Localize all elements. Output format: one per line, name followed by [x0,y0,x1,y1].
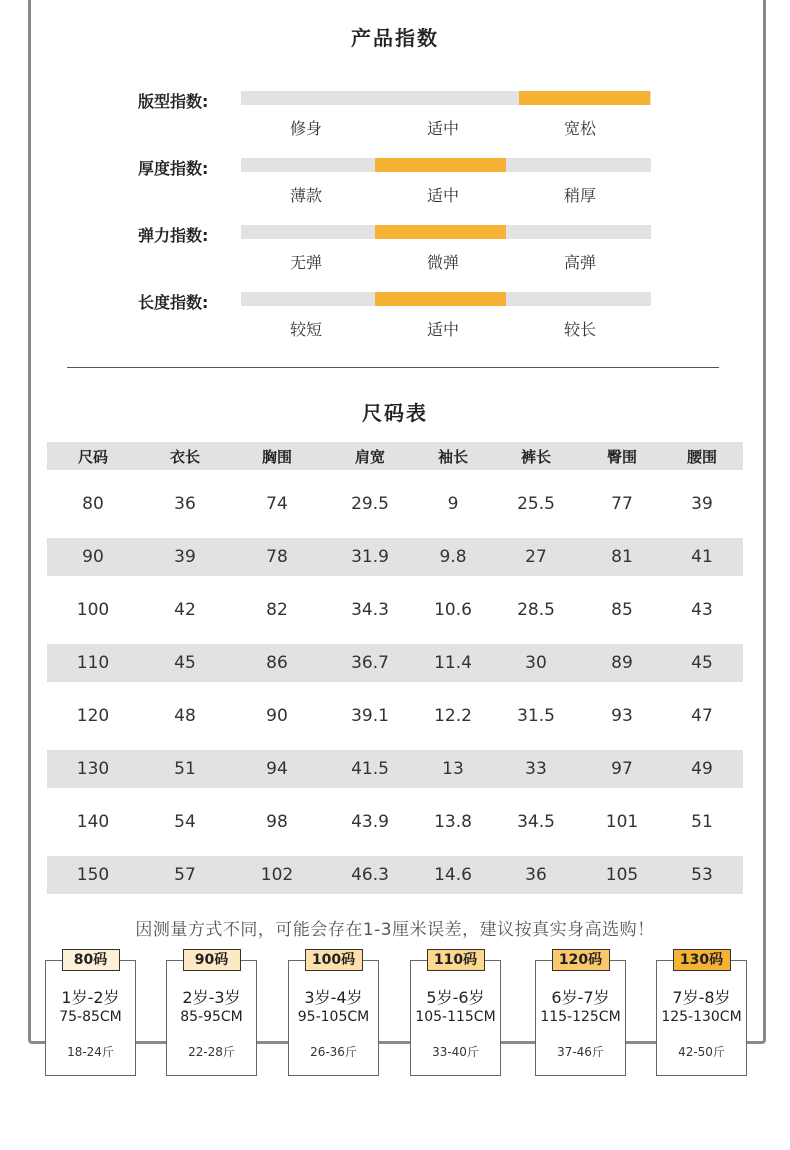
index-option: 适中 [426,186,459,205]
table-cell: 30 [489,644,583,682]
table-cell: 150 [47,856,139,894]
index-bar [241,91,651,105]
table-cell: 105 [583,856,661,894]
size-tag: 130码 [673,949,731,971]
table-cell: 82 [231,576,323,644]
table-cell: 13.8 [417,788,489,856]
index-label: 版型指数: [138,92,209,111]
size-card [656,952,747,1076]
size-tag: 80码 [62,949,120,971]
height-range: 95-105CM [297,1009,370,1025]
table-cell: 94 [231,750,323,788]
index-option: 修身 [289,119,322,138]
table-cell: 43.9 [323,788,417,856]
age-range: 3岁-4岁 [304,988,363,1007]
weight-range: 33-40斤 [432,1045,479,1059]
height-range: 115-125CM [540,1009,621,1025]
table-cell: 13 [417,750,489,788]
table-row [47,788,743,856]
table-cell: 81 [583,538,661,576]
table-cell: 33 [489,750,583,788]
index-indicator [375,225,506,239]
size-chart-title: 尺码表 [362,401,428,425]
table-cell: 31.5 [489,682,583,750]
table-cell: 28.5 [489,576,583,644]
table-cell: 100 [47,576,139,644]
column-header: 尺码 [47,442,139,470]
table-row [47,538,743,576]
weight-range: 26-36斤 [310,1045,357,1059]
index-row [0,156,790,216]
size-card [166,952,257,1076]
table-cell: 98 [231,788,323,856]
index-option: 微弹 [426,253,459,272]
index-bar [241,292,651,306]
index-row [0,89,790,149]
index-option: 稍厚 [563,186,596,205]
index-option: 适中 [426,320,459,339]
column-header: 臀围 [583,442,661,470]
table-cell: 10.6 [417,576,489,644]
height-range: 75-85CM [59,1009,122,1025]
table-cell: 42 [139,576,231,644]
column-header: 腰围 [661,442,743,470]
divider [67,367,719,368]
size-tag: 110码 [427,949,485,971]
age-range: 1岁-2岁 [61,988,120,1007]
table-cell: 34.3 [323,576,417,644]
table-cell: 48 [139,682,231,750]
index-option: 宽松 [563,119,596,138]
index-option: 薄款 [289,186,322,205]
size-table [47,442,743,894]
table-cell: 41.5 [323,750,417,788]
table-cell: 74 [231,470,323,538]
table-cell: 36.7 [323,644,417,682]
size-card [45,952,136,1076]
table-cell: 57 [139,856,231,894]
size-card [288,952,379,1076]
index-option: 较长 [563,320,596,339]
table-row [47,750,743,788]
table-cell: 25.5 [489,470,583,538]
age-range: 5岁-6岁 [426,988,485,1007]
weight-range: 22-28斤 [188,1045,235,1059]
index-option: 适中 [426,119,459,138]
size-card [410,952,501,1076]
table-row [47,856,743,894]
size-card [535,952,626,1076]
table-cell: 47 [661,682,743,750]
age-range: 6岁-7岁 [551,988,610,1007]
index-indicator [375,292,506,306]
column-header: 胸围 [231,442,323,470]
index-option: 无弹 [289,253,322,272]
measurement-note: 因测量方式不同，可能会存在1-3厘米误差，建议按真实身高选购！ [135,920,655,940]
table-cell: 89 [583,644,661,682]
index-indicator [375,158,506,172]
table-cell: 36 [489,856,583,894]
table-cell: 14.6 [417,856,489,894]
table-cell: 93 [583,682,661,750]
age-range: 7岁-8岁 [672,988,731,1007]
table-cell: 78 [231,538,323,576]
table-cell: 130 [47,750,139,788]
index-row [0,290,790,350]
table-cell: 46.3 [323,856,417,894]
table-cell: 12.2 [417,682,489,750]
table-cell: 85 [583,576,661,644]
table-cell: 97 [583,750,661,788]
table-cell: 86 [231,644,323,682]
table-cell: 9 [417,470,489,538]
index-label: 厚度指数: [138,159,209,178]
table-cell: 43 [661,576,743,644]
table-row [47,470,743,538]
size-tag: 120码 [552,949,610,971]
table-cell: 102 [231,856,323,894]
table-cell: 39.1 [323,682,417,750]
index-bar [241,225,651,239]
table-cell: 51 [661,788,743,856]
index-option: 较短 [289,320,322,339]
height-range: 105-115CM [415,1009,496,1025]
table-row [47,576,743,644]
table-cell: 41 [661,538,743,576]
column-header: 裤长 [489,442,583,470]
table-cell: 51 [139,750,231,788]
column-header: 衣长 [139,442,231,470]
table-cell: 11.4 [417,644,489,682]
age-range: 2岁-3岁 [182,988,241,1007]
index-indicator [519,91,650,105]
table-cell: 39 [661,470,743,538]
table-cell: 45 [661,644,743,682]
weight-range: 18-24斤 [67,1045,114,1059]
table-cell: 77 [583,470,661,538]
height-range: 125-130CM [661,1009,742,1025]
table-cell: 49 [661,750,743,788]
index-label: 长度指数: [138,293,209,312]
table-cell: 39 [139,538,231,576]
table-row [47,644,743,682]
index-label: 弹力指数: [138,226,209,245]
index-bar [241,158,651,172]
table-cell: 53 [661,856,743,894]
height-range: 85-95CM [180,1009,243,1025]
table-cell: 45 [139,644,231,682]
table-cell: 31.9 [323,538,417,576]
table-cell: 90 [47,538,139,576]
table-cell: 29.5 [323,470,417,538]
column-header: 肩宽 [323,442,417,470]
table-cell: 9.8 [417,538,489,576]
table-cell: 34.5 [489,788,583,856]
table-cell: 140 [47,788,139,856]
table-cell: 80 [47,470,139,538]
table-cell: 120 [47,682,139,750]
size-tag: 100码 [305,949,363,971]
table-cell: 90 [231,682,323,750]
column-header: 袖长 [417,442,489,470]
product-index-title: 产品指数 [351,26,439,50]
table-row [47,682,743,750]
size-tag: 90码 [183,949,241,971]
table-cell: 27 [489,538,583,576]
weight-range: 42-50斤 [678,1045,725,1059]
table-cell: 36 [139,470,231,538]
weight-range: 37-46斤 [557,1045,604,1059]
table-cell: 101 [583,788,661,856]
table-header-row [47,442,743,470]
index-option: 高弹 [563,253,596,272]
table-cell: 54 [139,788,231,856]
table-cell: 110 [47,644,139,682]
index-row [0,223,790,283]
